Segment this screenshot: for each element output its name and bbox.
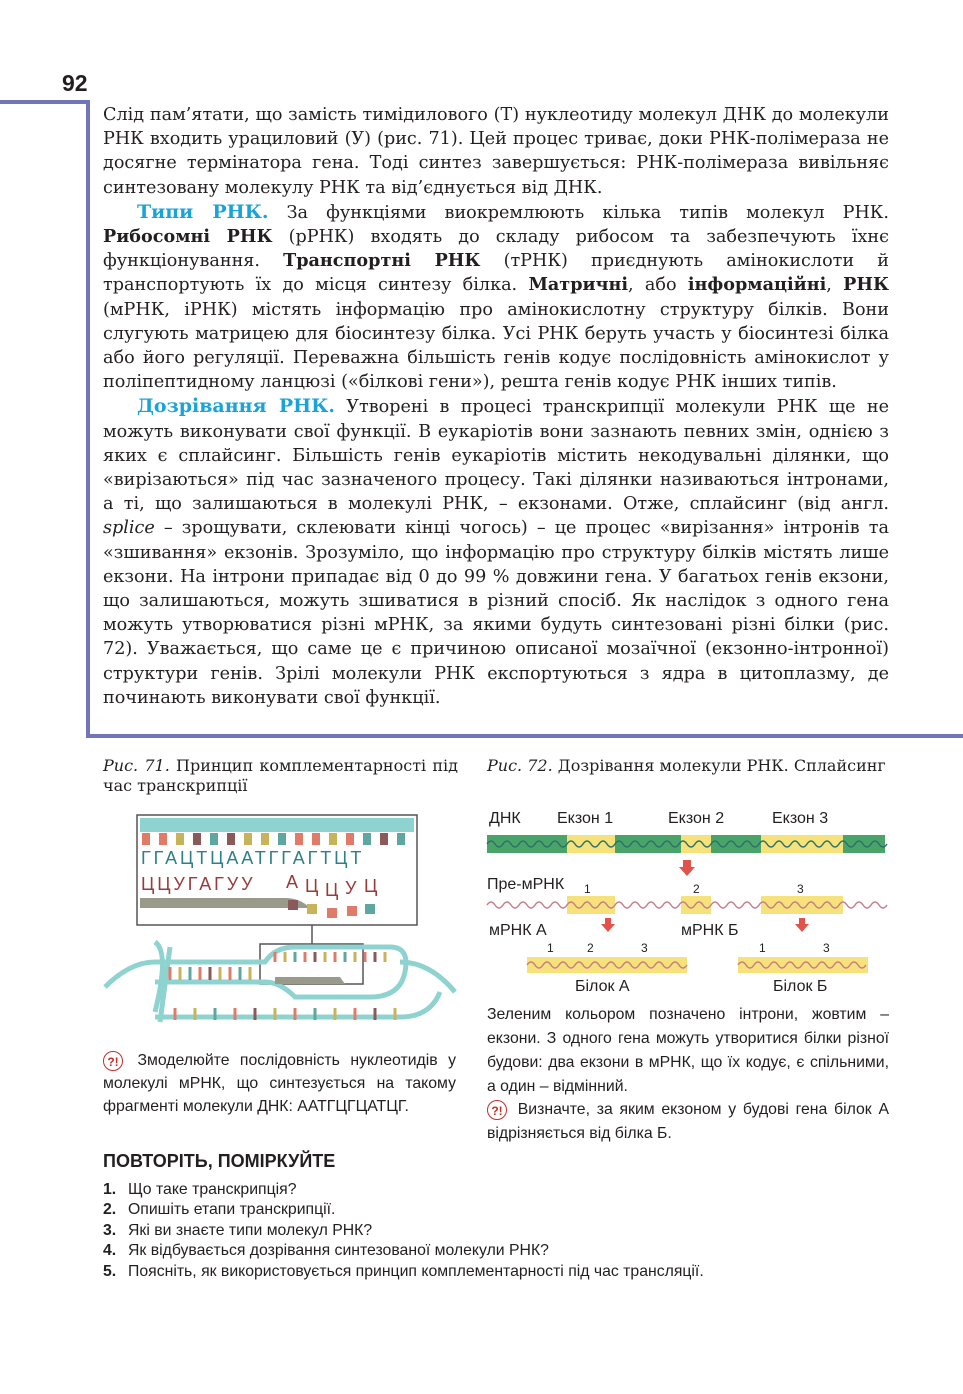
item-number: 2. bbox=[103, 1201, 117, 1219]
item-number: 5. bbox=[103, 1262, 117, 1280]
arrow-down-icon bbox=[601, 918, 615, 932]
item-text: Опишіть етапи транскрипції. bbox=[128, 1201, 336, 1219]
pre-mrna-label: Пре-мРНК bbox=[487, 876, 565, 893]
margin-bar-bottom bbox=[86, 734, 963, 738]
term: інформаційні bbox=[687, 274, 827, 296]
pre-mrna-strand bbox=[487, 896, 887, 914]
fig72-splicing-diagram bbox=[485, 802, 890, 1002]
dna-backbone-top bbox=[140, 818, 414, 832]
main-text bbox=[103, 103, 889, 710]
fig71-caption bbox=[103, 756, 458, 796]
term: Транспортні РНК bbox=[283, 250, 481, 272]
text: (мРНК, іРНК) містять інформацію про амінокислотну структуру білків. Вони слугують матрицею для біосинтезу білка. Усі РНК беруть участь у біосинтезі білка або його регуляції. Переважна більшість генів кодує послідовність амінокислот у поліпептидному ланцюзі («білкові гени»), решта генів кодує РНК інших типів. bbox=[103, 299, 889, 393]
question-exclaim-icon: ?! bbox=[103, 1051, 123, 1071]
fig72-note: Зеленим кольором позначено інтрони, жовтим – екзони. З одного гена можуть утворитися білки різної будови: два екзони в мРНК, що їх кодує, є спільними, а один – відмінний. bbox=[487, 1006, 889, 1095]
paragraph-1: Слід пам’ятати, що замість тимідилового (Т) нуклеотиду молекул ДНК до молекули РНК входить урациловий (У) (рис. 71). Цей процес триває, доки РНК-полімераза не досягне термінатора гена. Тоді синтез завершується: РНК-полімераза вивільняє синтезовану молекулу РНК та від’єднується від ДНК. bbox=[103, 105, 889, 198]
text: Утворені в процесі транскрипції молекули РНК ще не можуть виконувати свої функції. В еукаріотів вони зазнають певних змін, однією з яких є сплайсинг. Більшість генів еукаріотів містить некодувальні ділянки, що «вирізаються» під час зазначеного процесу. Такі ділянки називаються інтронами, а ті, що залишаються в молекулі РНК, – екзонами. Отже, сплайсинг (від англ. bbox=[103, 397, 889, 515]
protein-a-label: Білок А bbox=[575, 978, 630, 995]
exon-number: 3 bbox=[641, 941, 648, 955]
review-item bbox=[103, 1262, 704, 1282]
rna-letter: Ц bbox=[325, 880, 339, 900]
review-item bbox=[103, 1221, 704, 1241]
item-text: Поясніть, як використовується принцип комплементарності під час трансляції. bbox=[128, 1262, 704, 1280]
exon-number: 2 bbox=[587, 941, 594, 955]
question-2 bbox=[487, 1098, 889, 1146]
dna-bar bbox=[487, 835, 887, 853]
text: – зрощувати, склеювати кінці чогось) – це процес «вирізання» інтронів та «зшивання» екзонів. Зрозуміло, що інформацію про структуру білків містять лише екзони. На інтрони припадає від 0 до 99 % довжини гена. У багатьох генів екзони, що залишаються, можуть зшиватися в різний спосіб. Як наслідок з одного гена можуть утворюватися різні мРНК, за якими будуть синтезовані різні білки (рис. 72). Уважається, що саме це є причиною описаної мозаїчної (екзонно-інтронної) структури генів. Зрілі молекули РНК експортуються з ядра в цитоплазму, де починають виконувати свої функції. bbox=[103, 518, 889, 708]
text: (тРНК) приєднують амінокислоти й транспортують їх до місця синтезу білка. bbox=[103, 251, 890, 296]
question-2-text: Визначте, за яким екзоном у будові гена білок А відрізняється від білка Б. bbox=[487, 1101, 889, 1142]
item-number: 3. bbox=[103, 1221, 117, 1239]
mrna-b-strand bbox=[738, 957, 868, 973]
term: Матричні bbox=[528, 274, 629, 296]
term: Рибосомні РНК bbox=[103, 226, 273, 248]
term: РНК bbox=[843, 274, 890, 296]
exon3-label: Екзон 3 bbox=[772, 810, 829, 827]
exon-number: 1 bbox=[584, 882, 591, 896]
rna-letter: Ц bbox=[305, 876, 319, 896]
fig71-label: Рис. 71. bbox=[103, 756, 170, 775]
rna-polymerase-product bbox=[275, 977, 345, 984]
dna-bubble bbox=[155, 947, 406, 997]
fig72-label: Рис. 72. bbox=[487, 756, 553, 775]
text: За функціями виокремлюють кілька типів молекул РНК. bbox=[268, 202, 889, 223]
paragraph-rna-maturation bbox=[103, 394, 889, 710]
fig72-caption bbox=[487, 756, 889, 776]
item-text: Що таке транскрипція? bbox=[128, 1181, 297, 1198]
fig72-caption-text: Дозрівання молекули РНК. Сплайсинг bbox=[552, 756, 886, 775]
exon2-label: Екзон 2 bbox=[668, 810, 725, 827]
exon-number: 1 bbox=[759, 941, 766, 955]
dna-label: ДНК bbox=[489, 810, 521, 827]
paragraph-rna-types bbox=[103, 200, 889, 395]
item-text: Які ви знаєте типи молекул РНК? bbox=[128, 1221, 373, 1239]
fig71-caption-text: Принцип комплементарності під час транскрипції bbox=[103, 756, 458, 795]
heading-rna-types: Типи РНК. bbox=[137, 200, 269, 223]
margin-bar-left bbox=[86, 100, 90, 738]
item-number: 4. bbox=[103, 1242, 117, 1260]
exon-number: 1 bbox=[547, 941, 554, 955]
rna-sequence: ЦЦУГАГУУ bbox=[141, 874, 256, 894]
review-list bbox=[103, 1180, 704, 1282]
rna-letter: Ц bbox=[364, 876, 378, 896]
heading-rna-maturation: Дозрівання РНК. bbox=[137, 395, 335, 418]
review-item bbox=[103, 1241, 704, 1261]
exon-number: 3 bbox=[823, 941, 830, 955]
arrow-down-icon bbox=[679, 860, 695, 876]
protein-b-label: Білок Б bbox=[773, 978, 828, 995]
exon1-label: Екзон 1 bbox=[557, 810, 614, 827]
mrna-a-label: мРНК А bbox=[489, 922, 547, 939]
rna-letter: У bbox=[345, 878, 357, 898]
page-number: 92 bbox=[62, 70, 88, 96]
mrna-a-strand bbox=[527, 957, 687, 973]
review-item bbox=[103, 1200, 704, 1220]
text: , bbox=[826, 275, 844, 296]
question-1-text: Змоделюйте послідовність нуклеотидів у молекулі мРНК, що синтезується на такому фрагменті молекули ДНК: ААТГЦГЦАТЦГ. bbox=[103, 1052, 456, 1115]
exon-number: 2 bbox=[693, 882, 700, 896]
review-title: ПОВТОРІТЬ, ПОМІРКУЙТЕ bbox=[103, 1151, 336, 1171]
text: (рРНК) входять до складу рибосом та забезпечують їхнє функціонування. bbox=[103, 227, 889, 272]
fig71-transcription-diagram bbox=[100, 812, 460, 1032]
arrow-down-icon bbox=[795, 918, 809, 932]
mrna-b-label: мРНК Б bbox=[681, 922, 739, 939]
rna-strand bbox=[140, 898, 310, 908]
term-italic: splice bbox=[103, 518, 155, 539]
item-number: 1. bbox=[103, 1181, 117, 1198]
review-item bbox=[103, 1180, 704, 1200]
question-exclaim-icon: ?! bbox=[487, 1100, 507, 1120]
dna-sequence: ГГАЦТЦААТГГАГТЦТ bbox=[141, 848, 365, 868]
item-text: Як відбувається дозрівання синтезованої молекули РНК? bbox=[128, 1242, 549, 1260]
rna-letter: А bbox=[286, 872, 299, 892]
text: , або bbox=[628, 275, 688, 296]
exon-number: 3 bbox=[797, 882, 804, 896]
question-1 bbox=[103, 1049, 456, 1118]
margin-bar-top bbox=[0, 100, 90, 104]
